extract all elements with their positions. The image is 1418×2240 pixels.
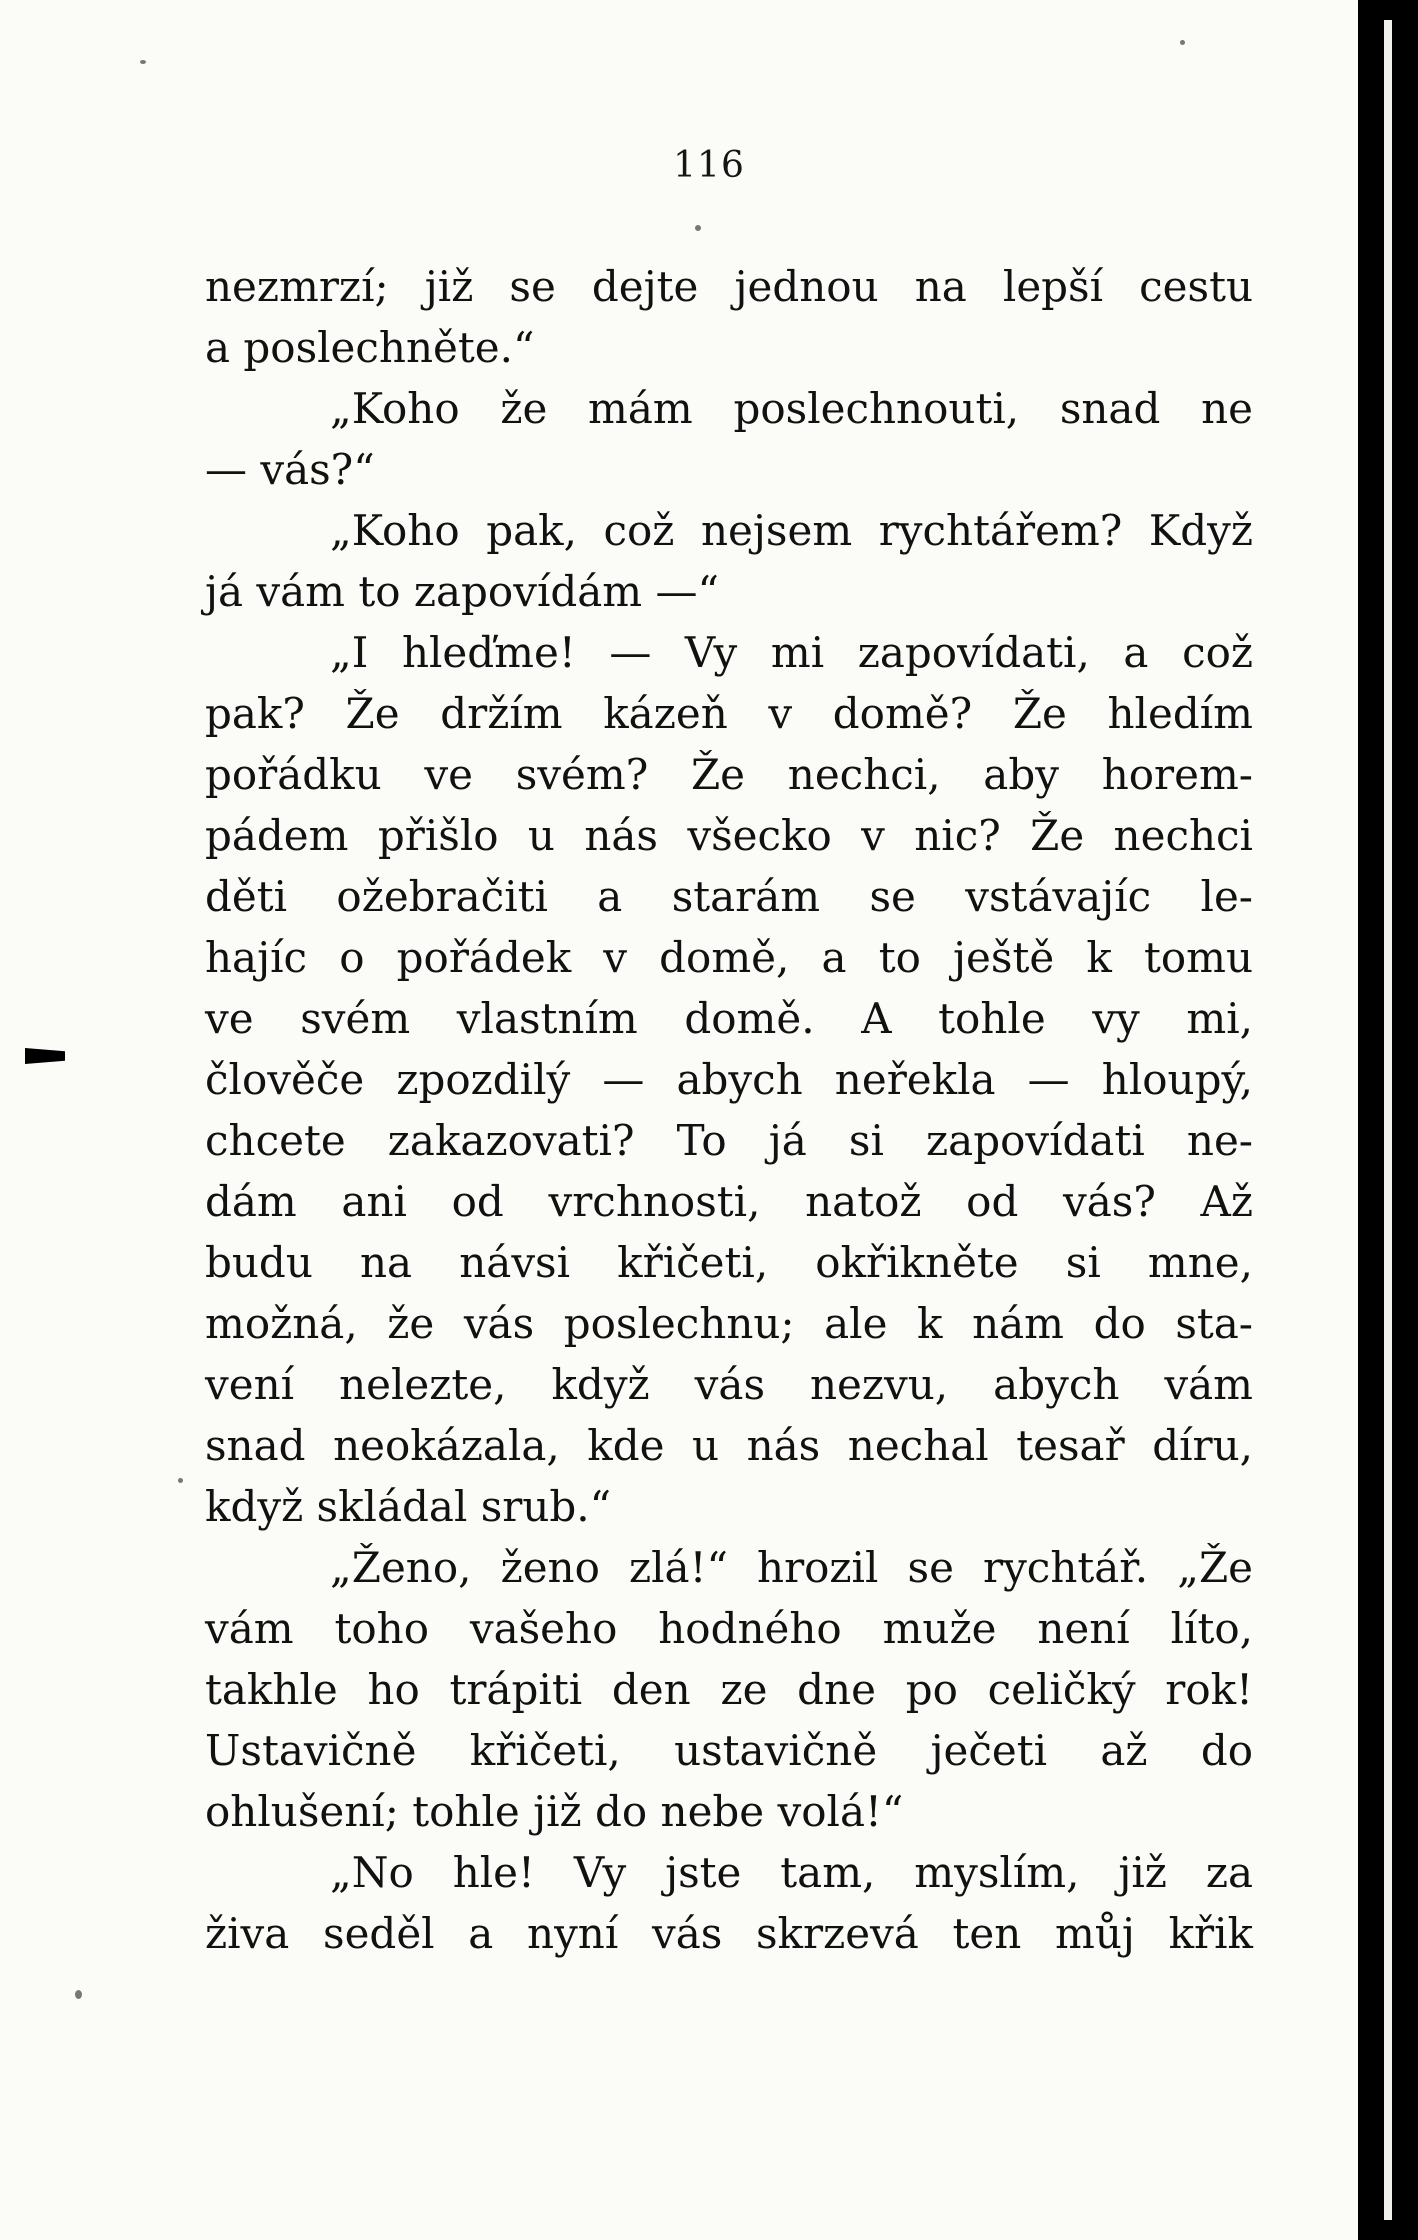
text-line: když skládal srub.“ — [205, 1482, 612, 1531]
paper-speck — [1180, 40, 1185, 45]
text-line: pádem přišlo u nás všecko v nic? Že nechci — [205, 811, 1253, 860]
text-line: ve svém vlastním domě. A tohle vy mi, — [205, 994, 1253, 1043]
text-line: já vám to zapovídám —“ — [205, 567, 719, 616]
paper-speck — [75, 1990, 82, 1999]
text-line: nezmrzí; již se dejte jednou na lepší cestu — [205, 262, 1253, 311]
text-line: hajíc o pořádek v domě, a to ještě k tomu — [205, 933, 1253, 982]
text-line: — vás?“ — [205, 445, 375, 494]
text-line: dám ani od vrchnosti, natož od vás? Až — [205, 1177, 1253, 1226]
paper-speck — [695, 225, 701, 231]
page-number: 116 — [673, 145, 745, 186]
text-line: chcete zakazovati? To já si zapovídati ne- — [205, 1116, 1253, 1165]
text-line: živa seděl a nyní vás skrzevá ten můj křik — [205, 1909, 1253, 1958]
text-line: možná, že vás poslechnu; ale k nám do sta- — [205, 1299, 1253, 1348]
text-line: pak? Že držím kázeň v domě? Že hledím — [205, 689, 1253, 738]
body-text — [205, 256, 1253, 1964]
text-line: „I hleďme! — Vy mi zapovídati, a což — [330, 628, 1253, 677]
text-line: vení nelezte, když vás nezvu, abych vám — [205, 1360, 1253, 1409]
text-line: takhle ho trápiti den ze dne po celičký rok! — [205, 1665, 1253, 1714]
text-line: vám toho vašeho hodného muže není líto, — [205, 1604, 1253, 1653]
paper-speck — [178, 1478, 183, 1483]
text-line: „Koho pak, což nejsem rychtářem? Když — [330, 506, 1253, 555]
page-edge-highlight — [1384, 20, 1392, 2220]
text-line: děti ožebračiti a starám se vstávajíc le- — [205, 872, 1253, 921]
text-line: snad neokázala, kde u nás nechal tesař díru, — [205, 1421, 1253, 1470]
text-line: „Ženo, ženo zlá!“ hrozil se rychtář. „Že — [330, 1543, 1253, 1592]
text-line: pořádku ve svém? Že nechci, aby horem- — [205, 750, 1253, 799]
text-line: člověče zpozdilý — abych neřekla — hloupý, — [205, 1055, 1253, 1104]
text-line: „Koho že mám poslechnouti, snad ne — [330, 384, 1253, 433]
text-line: ohlušení; tohle již do nebe volá!“ — [205, 1787, 904, 1836]
text-line: a poslechněte.“ — [205, 323, 535, 372]
paper-speck — [140, 60, 146, 64]
text-line: Ustavičně křičeti, ustavičně ječeti až do — [205, 1726, 1253, 1775]
text-line: „No hle! Vy jste tam, myslím, již za — [330, 1848, 1253, 1897]
text-line: budu na návsi křičeti, okřikněte si mne, — [205, 1238, 1253, 1287]
